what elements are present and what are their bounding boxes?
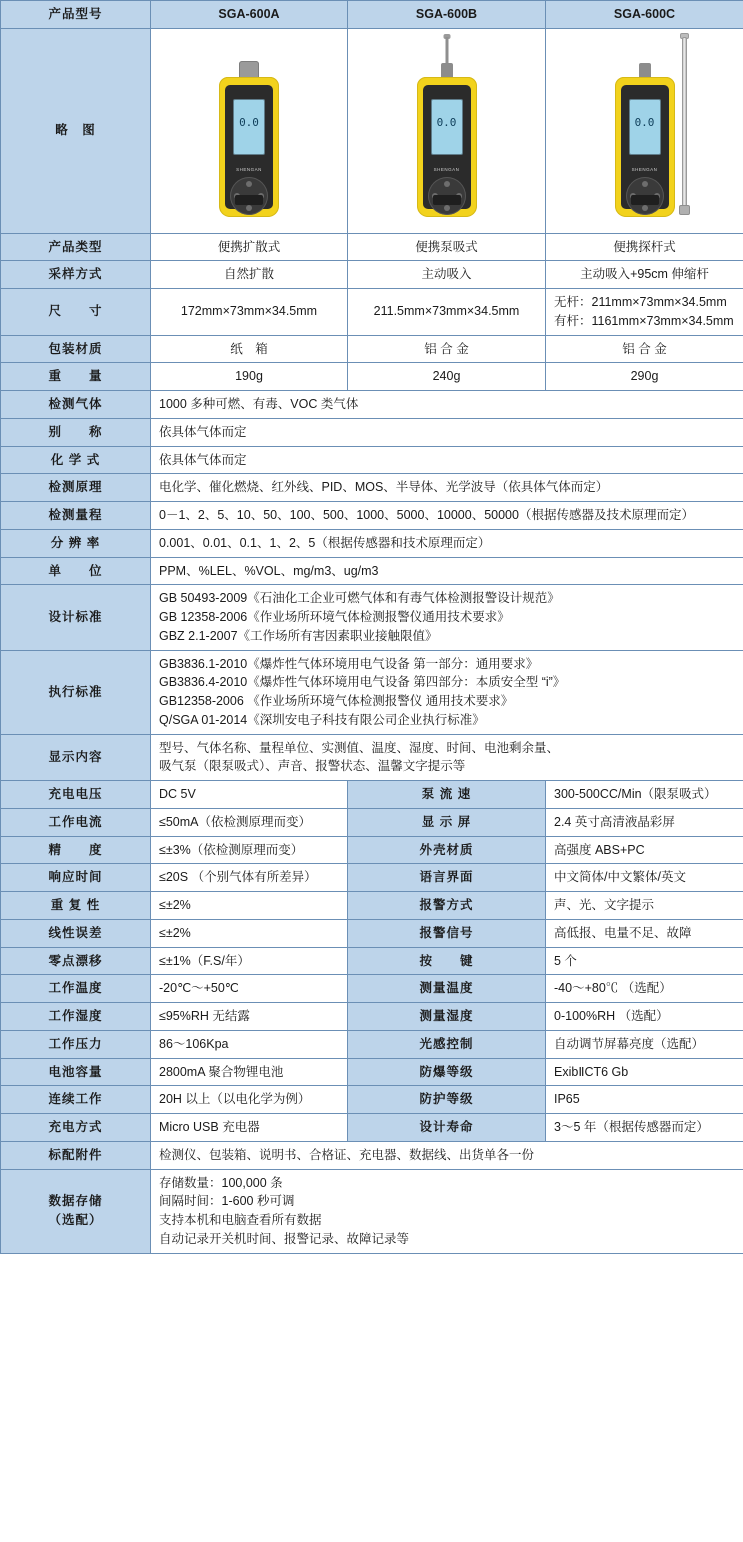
row-value: 中文简体/中文繁体/英文: [546, 864, 743, 892]
table-row-zero-drift: [1, 947, 743, 975]
storage-line: 自动记录开关机时间、报警记录、故障记录等: [159, 1231, 410, 1246]
row-label: 测量湿度: [348, 1003, 546, 1031]
row-label: 报警信号: [348, 919, 546, 947]
row-label: 光感控制: [348, 1030, 546, 1058]
row-label: 标配附件: [1, 1141, 151, 1169]
row-value: 高低报、电量不足、故障: [546, 919, 743, 947]
row-label: 零点漂移: [1, 947, 151, 975]
row-label-model: 产品型号: [1, 1, 151, 29]
row-value: 211.5mm×73mm×34.5mm: [348, 289, 546, 336]
row-value: PPM、%LEL、%VOL、mg/m3、ug/m3: [151, 557, 743, 585]
row-value: 电化学、催化燃烧、红外线、PID、MOS、半导体、光学波导（依具体气体而定）: [151, 474, 743, 502]
keypad-up-icon: [246, 181, 252, 187]
row-value: 0.001、0.01、0.1、1、2、5（根据传感器和技术原理而定）: [151, 529, 743, 557]
row-label: 显示内容: [1, 734, 151, 781]
table-row-linearity-error: [1, 919, 743, 947]
device-front-panel: [621, 85, 669, 209]
standard-line: GB12358-2006 《作业场所环境气体检测报警仪 通用技术要求》: [159, 694, 514, 708]
row-label: 产品类型: [1, 233, 151, 261]
row-value: 检测仪、包装箱、说明书、合格证、充电器、数据线、出货单各一份: [151, 1141, 743, 1169]
row-value: -20℃～+50℃: [151, 975, 348, 1003]
device-image-b: [348, 28, 546, 233]
row-value: ≤±2%: [151, 892, 348, 920]
row-value: 240g: [348, 363, 546, 391]
row-label: 分 辨 率: [1, 529, 151, 557]
keypad-down-icon: [444, 205, 450, 211]
row-value: 主动吸入+95cm 伸缩杆: [546, 261, 743, 289]
row-value: 铝 合 金: [348, 335, 546, 363]
row-value: ≤20S （个别气体有所差异）: [151, 864, 348, 892]
table-row-accuracy: [1, 836, 743, 864]
row-value: 0－1、2、5、10、50、100、500、1000、5000、10000、50000（根据传感器及技术原理而定）: [151, 502, 743, 530]
row-label-diagram: 略 图: [1, 28, 151, 233]
table-row-response-time: [1, 864, 743, 892]
storage-line: 间隔时间：1-600 秒可调: [159, 1194, 295, 1209]
device-image-c: [546, 28, 743, 233]
row-label: 防护等级: [348, 1086, 546, 1114]
row-label: 尺 寸: [1, 289, 151, 336]
row-value: -40～+80℃ （选配）: [546, 975, 743, 1003]
table-row-working-temperature: [1, 975, 743, 1003]
row-label: 化 学 式: [1, 446, 151, 474]
table-row-accessories: [1, 1141, 743, 1169]
table-row-working-pressure: [1, 1030, 743, 1058]
row-label: 充电电压: [1, 781, 151, 809]
row-value: 0-100%RH （选配）: [546, 1003, 743, 1031]
standard-line: GB3836.1-2010《爆炸性气体环境用电气设备 第一部分：通用要求》: [159, 656, 539, 671]
table-row-formula: [1, 446, 743, 474]
row-value: 自然扩散: [151, 261, 348, 289]
row-value: ExibⅡCT6 Gb: [546, 1058, 743, 1086]
row-value: 2800mA 聚合物锂电池: [151, 1058, 348, 1086]
row-label: 响应时间: [1, 864, 151, 892]
row-label: 重 复 性: [1, 892, 151, 920]
row-label: 单 位: [1, 557, 151, 585]
row-label: 检测量程: [1, 502, 151, 530]
table-row-principle: [1, 474, 743, 502]
table-row-model: [1, 1, 743, 29]
row-value: ≤50mA（依检测原理而变）: [151, 808, 348, 836]
row-value: 高强度 ABS+PC: [546, 836, 743, 864]
row-label: [1, 1169, 151, 1253]
keypad-up-icon: [444, 181, 450, 187]
table-row-packaging: [1, 335, 743, 363]
device-body: [417, 77, 477, 217]
device-bottom-grille: [235, 195, 263, 205]
row-label: 检测原理: [1, 474, 151, 502]
standard-line: GB3836.4-2010《爆炸性气体环境用电气设备 第四部分：本质安全型 “i”》: [159, 675, 566, 690]
device-screen-value: 0.0: [436, 115, 457, 129]
row-value: 自动调节屏幕亮度（选配）: [546, 1030, 743, 1058]
row-value: 172mm×73mm×34.5mm: [151, 289, 348, 336]
device-image-a: [151, 28, 348, 233]
device-screen-value: 0.0: [634, 115, 655, 129]
row-value: ≤95%RH 无结露: [151, 1003, 348, 1031]
row-value: Micro USB 充电器: [151, 1114, 348, 1142]
telescopic-rod-base-icon: [679, 205, 690, 215]
row-label: 执行标准: [1, 650, 151, 734]
row-label: 工作温度: [1, 975, 151, 1003]
table-row-design-standard: [1, 585, 743, 650]
row-label: 充电方式: [1, 1114, 151, 1142]
row-label: 测量温度: [348, 975, 546, 1003]
display-line: 吸气泵（限泵吸式）、声音、报警状态、温馨文字提示等: [159, 759, 466, 774]
keypad-up-icon: [642, 181, 648, 187]
row-label: 工作压力: [1, 1030, 151, 1058]
row-value: 290g: [546, 363, 743, 391]
telescopic-rod-icon: [682, 37, 687, 209]
row-label: 设计标准: [1, 585, 151, 650]
table-row-battery-capacity: [1, 1058, 743, 1086]
row-value: 便携探杆式: [546, 233, 743, 261]
row-label: 工作电流: [1, 808, 151, 836]
storage-line: 存储数量：100,000 条: [159, 1175, 283, 1190]
row-value: [151, 585, 743, 650]
row-label: 防爆等级: [348, 1058, 546, 1086]
table-row-data-storage: [1, 1169, 743, 1253]
table-row-charge-voltage: [1, 781, 743, 809]
row-value: 1000 多种可燃、有毒、VOC 类气体: [151, 391, 743, 419]
pump-nozzle-icon: [441, 63, 453, 77]
row-label: 重 量: [1, 363, 151, 391]
device-front-panel: [423, 85, 471, 209]
row-value: [151, 1169, 743, 1253]
probe-nozzle-icon: [639, 63, 651, 77]
table-row-alias: [1, 418, 743, 446]
row-value: 便携扩散式: [151, 233, 348, 261]
row-label: 连续工作: [1, 1086, 151, 1114]
row-value: 2.4 英寸高清液晶彩屏: [546, 808, 743, 836]
size-no-rod: 无杆：211mm×73mm×34.5mm: [554, 295, 727, 309]
table-row-detect-gas: [1, 391, 743, 419]
table-row-resolution: [1, 529, 743, 557]
row-label: 线性误差: [1, 919, 151, 947]
row-label-line: （选配）: [48, 1213, 103, 1227]
row-value: [151, 650, 743, 734]
row-value: 5 个: [546, 947, 743, 975]
row-value: 依具体气体而定: [151, 446, 743, 474]
device-screen-value: 0.0: [239, 115, 259, 129]
row-label: 别 称: [1, 418, 151, 446]
device-screen: [629, 99, 661, 155]
device-brand-label: SHENGAN: [433, 166, 460, 172]
device-bottom-grille: [631, 195, 659, 205]
pump-probe-icon: [445, 37, 448, 63]
row-label: 采样方式: [1, 261, 151, 289]
row-label: 设计寿命: [348, 1114, 546, 1142]
row-value: ≤±1%（F.S/年）: [151, 947, 348, 975]
table-row-continuous-work: [1, 1086, 743, 1114]
row-value: 主动吸入: [348, 261, 546, 289]
table-row-weight: [1, 363, 743, 391]
standard-line: GBZ 2.1-2007《工作场所有害因素职业接触限值》: [159, 628, 438, 643]
table-row-unit: [1, 557, 743, 585]
row-value: 铝 合 金: [546, 335, 743, 363]
row-label: 精 度: [1, 836, 151, 864]
storage-line: 支持本机和电脑查看所有数据: [159, 1213, 322, 1227]
row-value: 便携泵吸式: [348, 233, 546, 261]
row-label: 包装材质: [1, 335, 151, 363]
row-value: ≤±3%（依检测原理而变）: [151, 836, 348, 864]
keypad-down-icon: [642, 205, 648, 211]
row-label-line: 数据存储: [48, 1194, 103, 1209]
table-row-diagram: [1, 28, 743, 233]
model-a: SGA-600A: [151, 1, 348, 29]
device-bottom-grille: [433, 195, 461, 205]
device-front-panel: [225, 85, 273, 209]
row-label: 电池容量: [1, 1058, 151, 1086]
row-value: 20H 以上（以电化学为例）: [151, 1086, 348, 1114]
row-label: 外壳材质: [348, 836, 546, 864]
device-body: [615, 77, 675, 217]
row-label: 泵 流 速: [348, 781, 546, 809]
row-label: 语言界面: [348, 864, 546, 892]
row-label: 工作湿度: [1, 1003, 151, 1031]
table-row-sampling: [1, 261, 743, 289]
keypad-down-icon: [246, 205, 252, 211]
row-value: [546, 289, 743, 336]
row-value: 依具体气体而定: [151, 418, 743, 446]
row-value: 纸 箱: [151, 335, 348, 363]
table-row-size: [1, 289, 743, 336]
row-label: 按 键: [348, 947, 546, 975]
row-value: ≤±2%: [151, 919, 348, 947]
table-row-product-type: [1, 233, 743, 261]
table-row-repeatability: [1, 892, 743, 920]
table-row-working-humidity: [1, 1003, 743, 1031]
device-brand-label: SHENGAN: [236, 166, 262, 172]
device-body: [219, 77, 279, 217]
row-label: 显 示 屏: [348, 808, 546, 836]
model-b: SGA-600B: [348, 1, 546, 29]
row-value: [151, 734, 743, 781]
device-brand-label: SHENGAN: [631, 166, 658, 172]
model-c: SGA-600C: [546, 1, 743, 29]
row-value: 300-500CC/Min（限泵吸式）: [546, 781, 743, 809]
size-with-rod: 有杆：1161mm×73mm×34.5mm: [554, 313, 734, 328]
standard-line: GB 12358-2006《作业场所环境气体检测报警仪通用技术要求》: [159, 610, 510, 624]
table-row-charging-method: [1, 1114, 743, 1142]
row-value: 190g: [151, 363, 348, 391]
device-screen: [431, 99, 463, 155]
standard-line: Q/SGA 01-2014《深圳安电子科技有限公司企业执行标准》: [159, 712, 485, 727]
table-row-exec-standard: [1, 650, 743, 734]
display-line: 型号、气体名称、量程单位、实测值、温度、湿度、时间、电池剩余量、: [159, 740, 560, 755]
device-screen: [233, 99, 265, 155]
row-value: DC 5V: [151, 781, 348, 809]
row-value: 声、光、文字提示: [546, 892, 743, 920]
row-label: 检测气体: [1, 391, 151, 419]
row-value: IP65: [546, 1086, 743, 1114]
table-row-range: [1, 502, 743, 530]
row-value: 3～5 年（根据传感器而定）: [546, 1114, 743, 1142]
row-label: 报警方式: [348, 892, 546, 920]
row-value: 86～106Kpa: [151, 1030, 348, 1058]
standard-line: GB 50493-2009《石油化工企业可燃气体和有毒气体检测报警设计规范》: [159, 591, 560, 606]
table-row-display-content: [1, 734, 743, 781]
table-row-working-current: [1, 808, 743, 836]
